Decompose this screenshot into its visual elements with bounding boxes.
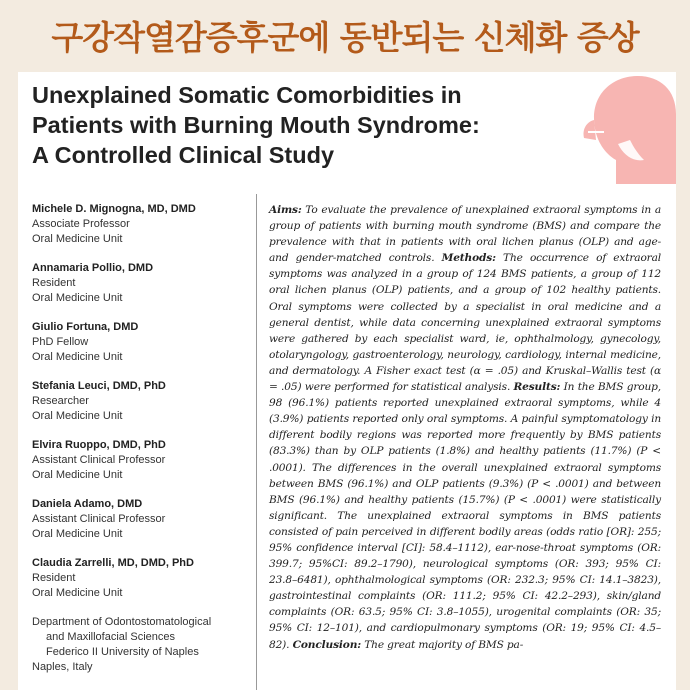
paper-title: [32, 80, 562, 170]
abstract-aims-text: To evaluate the prevalence of unexplained extraoral symptoms in a group of patients with burning mouth syndrome (BMS) and compare the prevalence with that in patients with oral lichen planus (OLP) and age- and gender-matched controls.: [269, 204, 661, 265]
paper-title-line: A Controlled Clinical Study: [32, 142, 335, 168]
author-name: Daniela Adamo, DMD: [32, 498, 143, 510]
affiliation-line: Naples, Italy: [32, 661, 93, 673]
author-entry: [32, 320, 262, 365]
author-role: PhD Fellow: [32, 336, 89, 348]
author-role: Assistant Clinical Professor: [32, 454, 166, 466]
paper-page: [18, 72, 676, 690]
abstract-results-label: Results:: [513, 381, 561, 394]
author-name: Giulio Fortuna, DMD: [32, 321, 139, 333]
author-name: Michele D. Mignogna, MD, DMD: [32, 203, 196, 215]
author-entry: [32, 202, 262, 247]
author-unit: Oral Medicine Unit: [32, 292, 123, 304]
abstract-aims-label: Aims:: [269, 204, 302, 216]
author-unit: Oral Medicine Unit: [32, 233, 123, 245]
paper-title-line: Unexplained Somatic Comorbidities in: [32, 82, 462, 108]
author-role: Resident: [32, 277, 76, 289]
author-role: Researcher: [32, 395, 89, 407]
author-entry: [32, 556, 262, 601]
banner: [0, 0, 690, 70]
abstract-methods-text: The occurrence of extraoral symptoms was analyzed in a group of 124 BMS patients, a group of 112 oral lichen planus (OLP) patients, and a group of 102 healthy patients. Oral symptoms were collected by a specialist in oral medicine and a general dentist, while data concerning unexplained extraoral symptoms were gathered by each specialist ward, ie, ophthalmology, gynecology, otolaryngology, gastroenterology, neurology, cardiology, internal medicine, and dermatology. A Fisher exact test (α = .05) and Kruskal–Wallis test (α = .05) were performed for statistical analysis.: [269, 252, 661, 394]
author-unit: Oral Medicine Unit: [32, 410, 123, 422]
author-role: Assistant Clinical Professor: [32, 513, 166, 525]
column-divider: [256, 194, 257, 690]
abstract-conclusion-label: Conclusion:: [292, 638, 362, 651]
banner-title: 구강작열감증후군에 동반되는 신체화 증상: [51, 17, 639, 57]
author-role: Resident: [32, 572, 76, 584]
author-unit: Oral Medicine Unit: [32, 469, 123, 481]
abstract-conclusion-text: The great majority of BMS pa-: [361, 638, 524, 651]
abstract-results-text: In the BMS group, 98 (96.1%) patients reported unexplained extraoral symptoms, while 4 (3.9%) patients reported only oral symptoms. A painful symptomatology in different bodily regions was reported more frequently by BMS patients (83.3%) than by OLP patients (1.8%) and healthy patients (11.7%) (P < .0001). The differences in the overall unexplained extraoral symptoms between BMS (96.1%) and OLP patients (9.3%) (P < .0001) and between BMS (96.1%) and healthy patients (15.7%) (P < .0001) were statistically significant. The unexplained extraoral symptoms in BMS patients consisted of pain perceived in different bodily areas (odds ratio [OR]: 255; 95% confidence interval [CI]: 58.4–1112), ear-nose-throat symptoms (OR: 399.7; 95%CI: 89.2–1790), neurological symptoms (OR: 393; 95% CI: 23.8–6481), ophthalmological symptoms (OR: 232.3; 95% CI: 14.1–3823), gastrointestinal complaints (OR: 111.2; 95% CI: 42.2–293), skin/gland complaints (OR: 63.5; 95% CI: 3.8–1055), urogenital complaints (OR: 35; 95% CI: 12–101), and cardiopulmonary symptoms (OR: 19; 95% CI: 4.5–82).: [269, 381, 661, 651]
author-list: [32, 202, 262, 675]
author-name: Stefania Leuci, DMD, PhD: [32, 380, 166, 392]
author-name: Elvira Ruoppo, DMD, PhD: [32, 439, 166, 451]
author-name: Annamaria Pollio, DMD: [32, 262, 154, 274]
author-entry: [32, 261, 262, 306]
author-role: Associate Professor: [32, 218, 130, 230]
affiliation-line: and Maxillofacial Sciences: [46, 631, 176, 643]
author-unit: Oral Medicine Unit: [32, 587, 123, 599]
affiliation-line: Federico II University of Naples: [46, 646, 199, 658]
affiliation: [32, 615, 262, 675]
author-unit: Oral Medicine Unit: [32, 528, 123, 540]
affiliation-line: Department of Odontostomatological: [32, 616, 212, 628]
author-entry: [32, 438, 262, 483]
author-entry: [32, 379, 262, 424]
head-profile-icon: [578, 74, 676, 184]
author-entry: [32, 497, 262, 542]
author-name: Claudia Zarrelli, MD, DMD, PhD: [32, 557, 194, 569]
author-unit: Oral Medicine Unit: [32, 351, 123, 363]
abstract-methods-label: Methods:: [441, 252, 496, 265]
paper-title-line: Patients with Burning Mouth Syndrome:: [32, 112, 480, 138]
abstract: [269, 202, 661, 653]
